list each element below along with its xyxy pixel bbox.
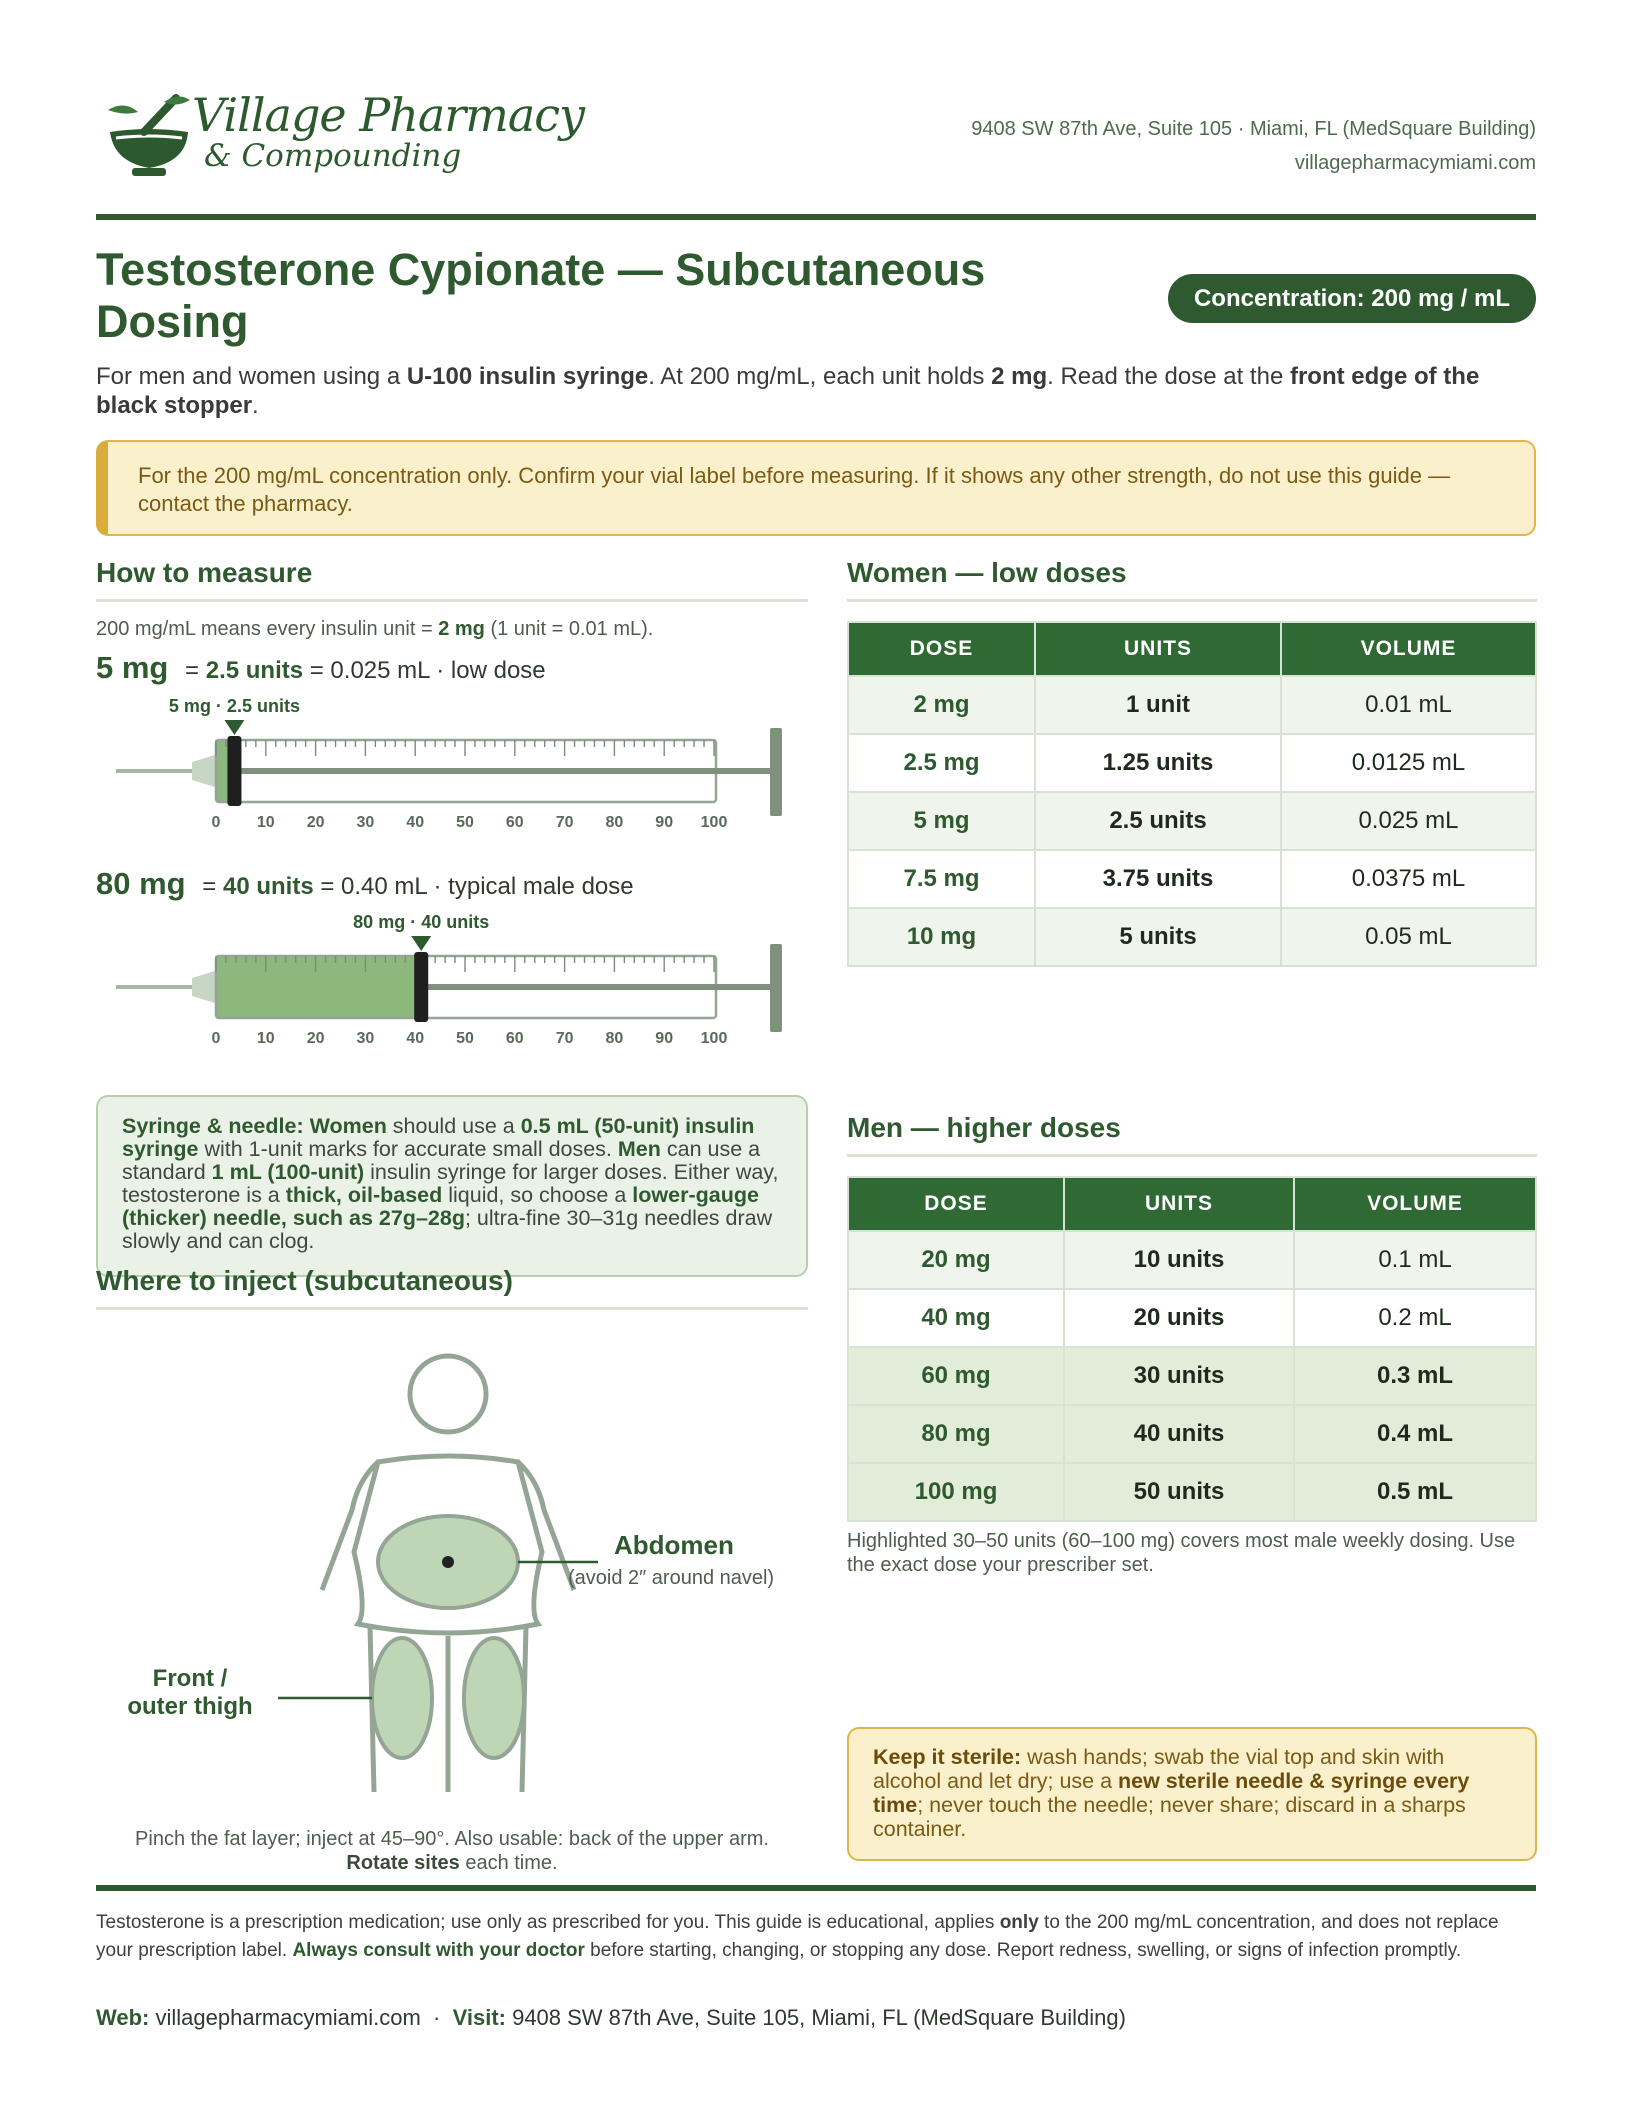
table-row: 10 mg 5 units 0.05 mL xyxy=(848,908,1536,966)
table-row: 5 mg 2.5 units 0.025 mL xyxy=(848,792,1536,850)
scale-label: 0 xyxy=(211,814,221,831)
footer-website[interactable]: villagepharmacymiami.com xyxy=(149,2005,421,2030)
scale-label: 100 xyxy=(700,814,728,831)
intro-text: For men and women using a U-100 insulin syringe. At 200 mg/mL, each unit holds 2 mg. Read the dose at the front edge of the black stopper. xyxy=(96,363,1480,419)
scale-label: 20 xyxy=(306,814,325,831)
header-divider xyxy=(96,214,1536,220)
dose-marker-icon xyxy=(224,720,244,735)
table-row: 2.5 mg 1.25 units 0.0125 mL xyxy=(848,734,1536,792)
scale-label: 50 xyxy=(456,1030,474,1047)
body-injection-diagram xyxy=(96,1340,808,1820)
abdomen-label: Abdomen xyxy=(614,1530,734,1560)
thigh-label-line1: Front / xyxy=(152,1665,228,1692)
men-table-note: Highlighted 30–50 units (60–100 mg) covers most male weekly dosing. Use the exact dose your prescriber set. xyxy=(847,1530,1516,1576)
injection-caption: Pinch the fat layer; inject at 45–90°. Also usable: back of the upper arm. Rotate sites each time. xyxy=(135,1828,769,1874)
footer-address: 9408 SW 87th Ave, Suite 105, Miami, FL (MedSquare Building) xyxy=(505,2005,1126,2030)
scale-label: 80 xyxy=(605,814,624,831)
women-heading: Women — low doses xyxy=(847,557,1537,602)
scale-label: 10 xyxy=(256,814,275,831)
col-units: UNITS xyxy=(1035,622,1281,676)
scale-label: 30 xyxy=(356,814,375,831)
col-volume: VOLUME xyxy=(1294,1177,1536,1231)
mortar-and-pestle-icon xyxy=(104,92,194,178)
pharmacy-logo xyxy=(104,88,585,182)
visit-label: Visit: xyxy=(452,2005,506,2030)
scale-label: 90 xyxy=(655,1030,674,1047)
table-row-highlighted: 60 mg 30 units 0.3 mL xyxy=(848,1347,1536,1405)
women-dose-table xyxy=(847,621,1537,967)
col-units: UNITS xyxy=(1064,1177,1294,1231)
men-dose-table xyxy=(847,1176,1537,1522)
col-volume: VOLUME xyxy=(1281,622,1536,676)
syringe-80mg xyxy=(96,906,816,1056)
plunger-thumb xyxy=(770,944,782,1032)
left-thigh-zone xyxy=(372,1638,432,1758)
abdomen-note: (avoid 2″ around navel) xyxy=(568,1567,775,1589)
logo-name: Village Pharmacy xyxy=(192,88,585,142)
footer-divider xyxy=(96,1885,1536,1891)
needle-hub xyxy=(192,970,218,1004)
how-to-measure-heading: How to measure xyxy=(96,557,808,602)
sterile-notice: Keep it sterile: wash hands; swab the vial top and skin with alcohol and let dry; use a new sterile needle & syringe every time; never touch the needle; never share; discard in a sharps container. xyxy=(847,1727,1537,1861)
scale-label: 60 xyxy=(505,1030,524,1047)
web-label: Web: xyxy=(96,2005,150,2030)
scale-label: 30 xyxy=(356,1030,375,1047)
col-dose: DOSE xyxy=(848,622,1035,676)
where-to-inject-heading: Where to inject (subcutaneous) xyxy=(96,1265,808,1310)
scale-label: 40 xyxy=(406,1030,425,1047)
dose-marker-icon xyxy=(411,936,431,951)
table-row-highlighted: 80 mg 40 units 0.4 mL xyxy=(848,1405,1536,1463)
table-row: 40 mg 20 units 0.2 mL xyxy=(848,1289,1536,1347)
footer-disclaimer: Testosterone is a prescription medication; use only as prescribed for you. This guide is educational, applies only to the 200 mg/mL concentration, and does not replace your prescription label. Always consult with your doctor before starting, changing, or stopping any dose. Report redness, swelling, or signs of infection promptly. xyxy=(96,1912,1499,1961)
table-row: 20 mg 10 units 0.1 mL xyxy=(848,1231,1536,1289)
plunger-thumb xyxy=(770,728,782,816)
men-heading: Men — higher doses xyxy=(847,1112,1537,1157)
scale-label: 60 xyxy=(505,814,524,831)
footer-contact: Web: villagepharmacymiami.com · Visit: 9408 SW 87th Ave, Suite 105, Miami, FL (MedSquare Building) xyxy=(96,2005,1126,2030)
scale-label: 40 xyxy=(406,814,425,831)
col-dose: DOSE xyxy=(848,1177,1064,1231)
measure-subtitle: 200 mg/mL means every insulin unit = 2 mg (1 unit = 0.01 mL). xyxy=(96,618,654,640)
right-thigh-zone xyxy=(464,1638,524,1758)
scale-label: 20 xyxy=(306,1030,325,1047)
black-stopper xyxy=(414,952,428,1022)
table-row-highlighted: 100 mg 50 units 0.5 mL xyxy=(848,1463,1536,1521)
page-title: Testosterone Cypionate — Subcutaneous Dosing xyxy=(96,244,986,347)
syringe-5mg xyxy=(96,690,816,840)
scale-label: 10 xyxy=(256,1030,275,1047)
concentration-warning: For the 200 mg/mL concentration only. Confirm your vial label before measuring. If it shows any other strength, do not use this guide — contact the pharmacy. xyxy=(96,440,1536,536)
header-address: 9408 SW 87th Ave, Suite 105 · Miami, FL (MedSquare Building) xyxy=(971,118,1536,140)
thigh-label-line2: outer thigh xyxy=(127,1693,253,1720)
example-2-line: 80 mg = 40 units = 0.40 mL · typical male dose xyxy=(96,866,634,901)
scale-label: 80 xyxy=(605,1030,624,1047)
needle-hub xyxy=(192,754,218,788)
dose-fill xyxy=(216,740,228,802)
scale-label: 90 xyxy=(655,814,674,831)
concentration-badge: Concentration: 200 mg / mL xyxy=(1168,274,1536,323)
header-contact xyxy=(971,112,1536,180)
header-website[interactable]: villagepharmacymiami.com xyxy=(1294,152,1536,174)
scale-label: 0 xyxy=(211,1030,221,1047)
table-row: 7.5 mg 3.75 units 0.0375 mL xyxy=(848,850,1536,908)
dose-marker-label: 80 mg · 40 units xyxy=(353,912,490,932)
scale-label: 70 xyxy=(555,1030,574,1047)
scale-label: 70 xyxy=(555,814,574,831)
dose-marker-label: 5 mg · 2.5 units xyxy=(168,696,300,716)
navel-marker xyxy=(442,1556,454,1568)
logo-subname: & Compounding xyxy=(204,138,462,174)
black-stopper xyxy=(227,736,241,806)
table-row: 2 mg 1 unit 0.01 mL xyxy=(848,676,1536,734)
syringe-needle-info: Syringe & needle: Women should use a 0.5 mL (50-unit) insulin syringe with 1-unit marks for accurate small doses. Men can use a standard 1 mL (100-unit) insulin syringe for larger doses. Either way, testosterone is a thick, oil-based liquid, so choose a lower-gauge (thicker) needle, such as 27g–28g; ultra-fine 30–31g needles draw slowly and can clog. xyxy=(96,1095,808,1277)
scale-label: 50 xyxy=(456,814,474,831)
scale-label: 100 xyxy=(700,1030,728,1047)
example-1-line: 5 mg = 2.5 units = 0.025 mL · low dose xyxy=(96,650,546,685)
